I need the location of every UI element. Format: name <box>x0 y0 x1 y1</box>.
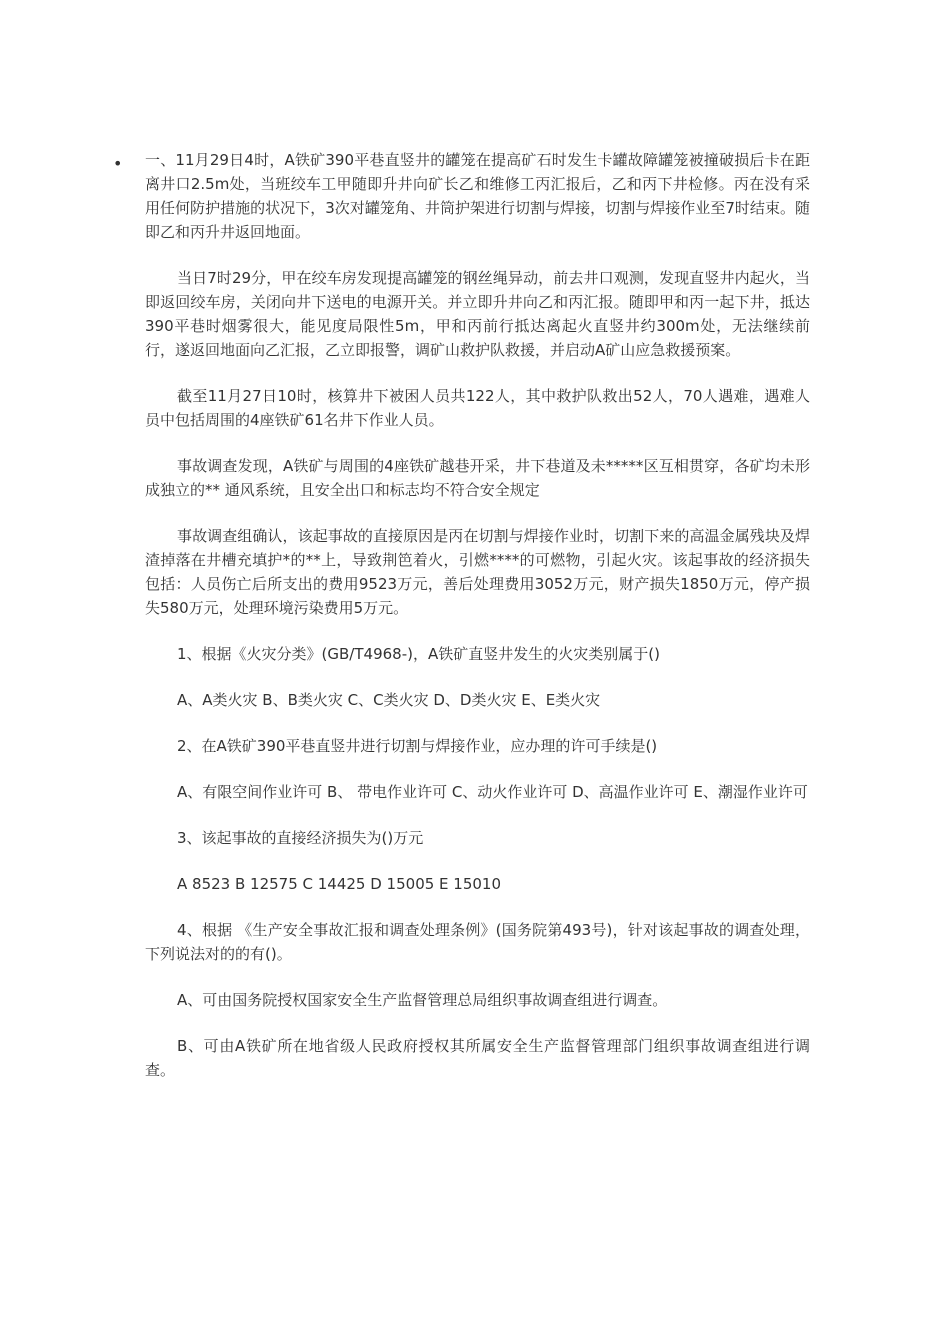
question-4: 4、根据 《生产安全事故汇报和调查处理条例》(国务院第493号)，针对该起事故的调查处理，下列说法对的的有()。 <box>145 921 810 963</box>
paragraph-casualties: 截至11月27日10时，核算井下被困人员共122人，其中救护队救出52人，70人遇难，遇难人员中包括周围的4座铁矿61名井下作业人员。 <box>145 387 810 429</box>
list-bullet: • <box>113 154 123 173</box>
question-1-options: A、A类火灾 B、B类火灾 C、C类火灾 D、D类火灾 E、E类火灾 <box>177 691 601 709</box>
paragraph-fire-discovery: 当日7时29分，甲在绞车房发现提高罐笼的钢丝绳异动，前去井口观测，发现直竖井内起火，当即返回绞车房，关闭向井下送电的电源开关。并立即升井向乙和丙汇报。随即甲和丙一起下井，抵达390平巷时烟雾很大，能见度局限性5m，甲和丙前行抵达离起火直竖井约300m处，无法继续前行，遂返回地面向乙汇报，乙立即报警，调矿山救护队救援，并启动A矿山应急救援预案。 <box>145 269 810 359</box>
question-4-option-b: B、可由A铁矿所在地省级人民政府授权其所属安全生产监督管理部门组织事故调查组进行调查。 <box>145 1037 810 1079</box>
question-4-option-a: A、可由国务院授权国家安全生产监督管理总局组织事故调查组进行调查。 <box>177 991 668 1009</box>
question-1: 1、根据《火灾分类》(GB/T4968-)，A铁矿直竖井发生的火灾类别属于() <box>177 645 660 663</box>
paragraph-accident-summary: 一、11月29日4时，A铁矿390平巷直竖井的罐笼在提高矿石时发生卡罐故障罐笼被撞破损后卡在距离井口2.5m处，当班绞车工甲随即升井向矿长乙和维修工丙汇报后，乙和丙下井检修。丙在没有采用任何防护措施的状况下，3次对罐笼角、井筒护架进行切割与焊接，切割与焊接作业至7时结束。随即乙和丙升井返回地面。 <box>145 151 810 241</box>
paragraph-direct-cause: 事故调查组确认，该起事故的直接原因是丙在切割与焊接作业时，切割下来的高温金属残块及焊渣掉落在井槽充填护*的**上，导致荆笆着火，引燃****的可燃物，引起火灾。该起事故的经济损失包括：人员伤亡后所支出的费用9523万元，善后处理费用3052万元，财产损失1850万元，停产损失580万元，处理环境污染费用5万元。 <box>145 527 810 617</box>
paragraph-investigation-findings: 事故调查发现，A铁矿与周围的4座铁矿越巷开采，井下巷道及未*****区互相贯穿，各矿均未形成独立的** 通风系统，且安全出口和标志均不符合安全规定 <box>145 457 810 499</box>
question-2-options: A、有限空间作业许可 B、 带电作业许可 C、动火作业许可 D、高温作业许可 E、潮湿作业许可 <box>177 783 808 801</box>
question-2: 2、在A铁矿390平巷直竖井进行切割与焊接作业，应办理的许可手续是() <box>177 737 658 755</box>
question-3: 3、该起事故的直接经济损失为()万元 <box>177 829 424 847</box>
question-3-options: A 8523 B 12575 C 14425 D 15005 E 15010 <box>177 875 502 893</box>
document-body <box>145 148 810 1104</box>
